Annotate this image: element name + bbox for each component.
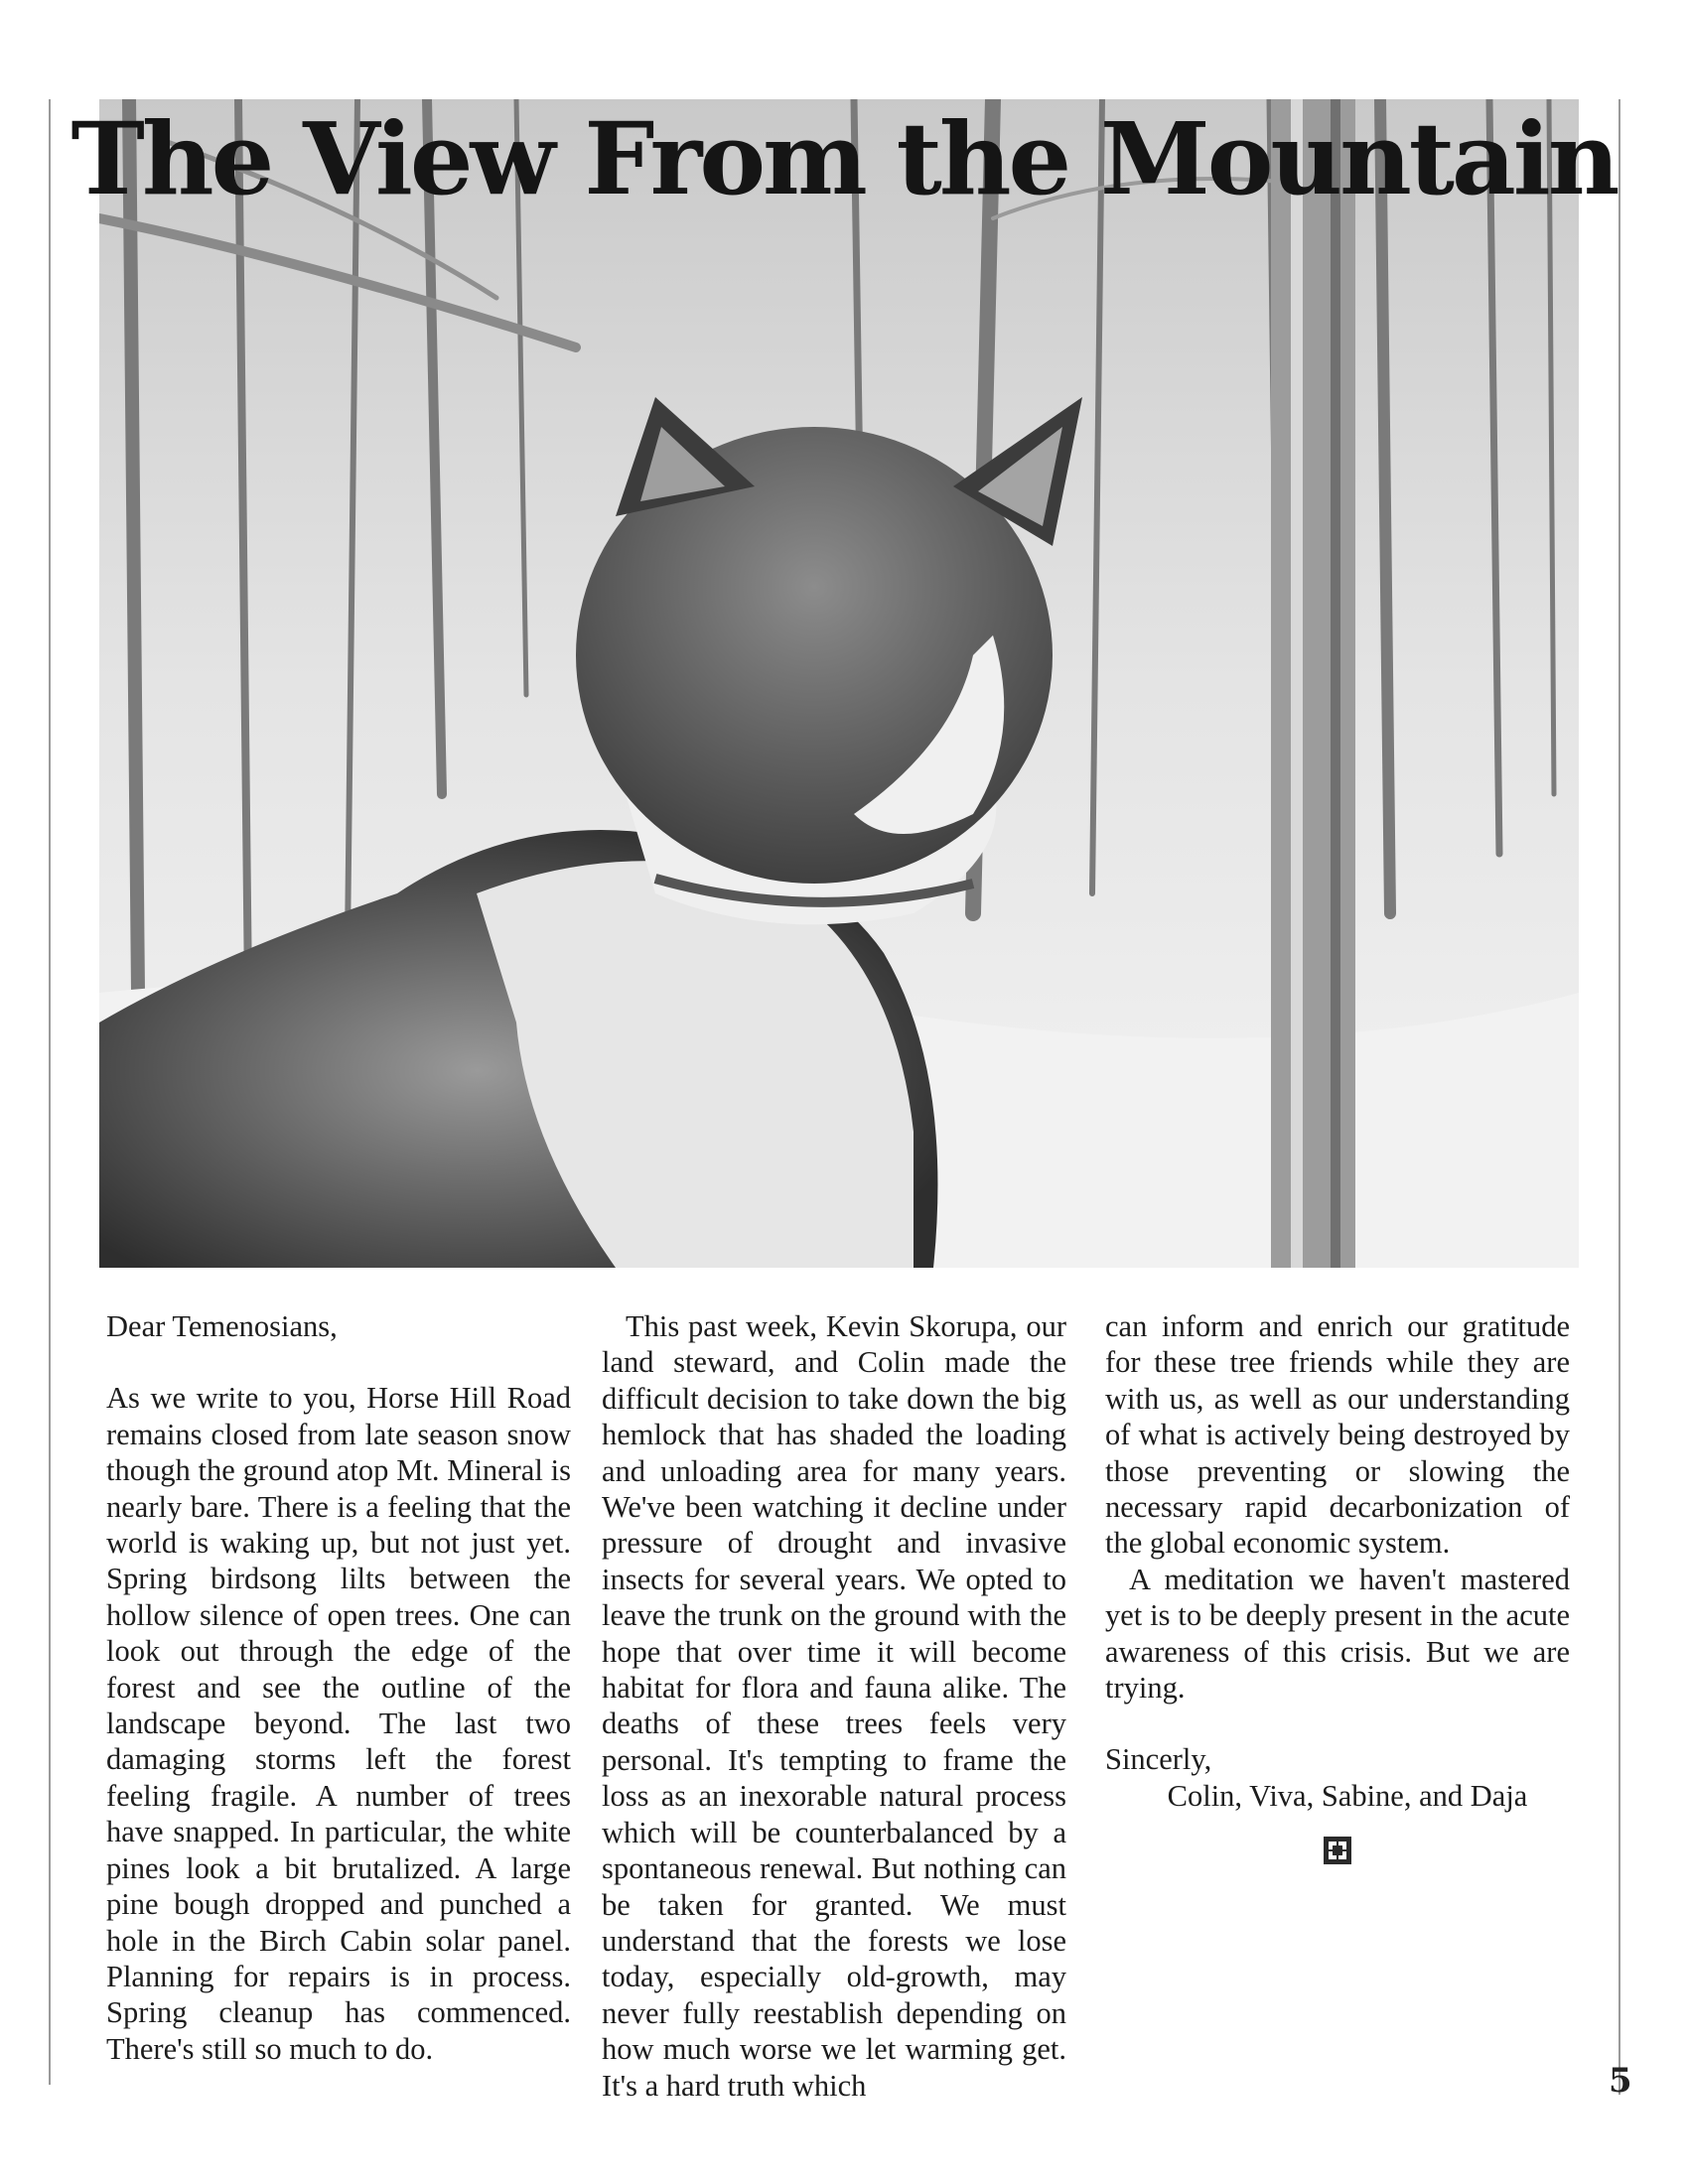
body-paragraph: A meditation we haven't mastered yet is to be deeply present in the acute awareness of this crisis. But we are trying. [1105, 1562, 1570, 1706]
text-column-3 [1105, 1308, 1570, 1865]
right-margin-rule [1618, 99, 1620, 2095]
text-column-2 [602, 1308, 1066, 2104]
body-paragraph-continuation: can inform and enrich our gratitude for these tree friends while they are with us, as well as our understanding of what is actively being destroyed by those preventing or slowing the necessary rapid decarbonization of the global economic system. [1105, 1309, 1570, 1561]
page-number: 5 [1609, 2061, 1632, 2101]
salutation: Dear Temenosians, [106, 1309, 338, 1343]
body-paragraph: As we write to you, Horse Hill Road remains closed from late season snow though the ground atop Mt. Mineral is nearly bare. There is a feeling that the world is waking up, but not just yet. Spring birdsong lilts between the hollow silence of open trees. One can look out through the edge of the forest and see the outline of the landscape beyond. The last two damaging storms left the forest feeling fragile. A number of trees have snapped. In particular, the white pines look a bit brutalized. A large pine bough dropped and punched a hole in the Birch Cabin solar panel. Planning for repairs is in process. Spring cleanup has commenced. There's still so much to do. [106, 1381, 571, 2066]
text-column-1 [106, 1308, 571, 2067]
end-mark-icon [1323, 1836, 1352, 1865]
article-title: The View From the Mountain [70, 100, 1618, 217]
cat-window-photo [99, 99, 1579, 1268]
closing: Sincerly, [1105, 1742, 1212, 1777]
body-paragraph: This past week, Kevin Skorupa, our land steward, and Colin made the difficult decision to take down the big hemlock that has shaded the loading and unloading area for many years. We've been watching it decline under pressure of drought and invasive insects for several years. We opted to leave the trunk on the ground with the hope that over time it will become habitat for flora and fauna alike. The deaths of these trees feels very personal. It's tempting to frame the loss as an inexorable natural process which will be counterbalanced by a spontaneous renewal. But nothing can be taken for granted. We must understand that the forests we lose today, especially old-growth, may never fully reestablish depending on how much worse we let warming get. It's a hard truth which [602, 1309, 1066, 2103]
signers: Colin, Viva, Sabine, and Daja [1167, 1778, 1528, 1813]
left-margin-rule [49, 99, 51, 2085]
